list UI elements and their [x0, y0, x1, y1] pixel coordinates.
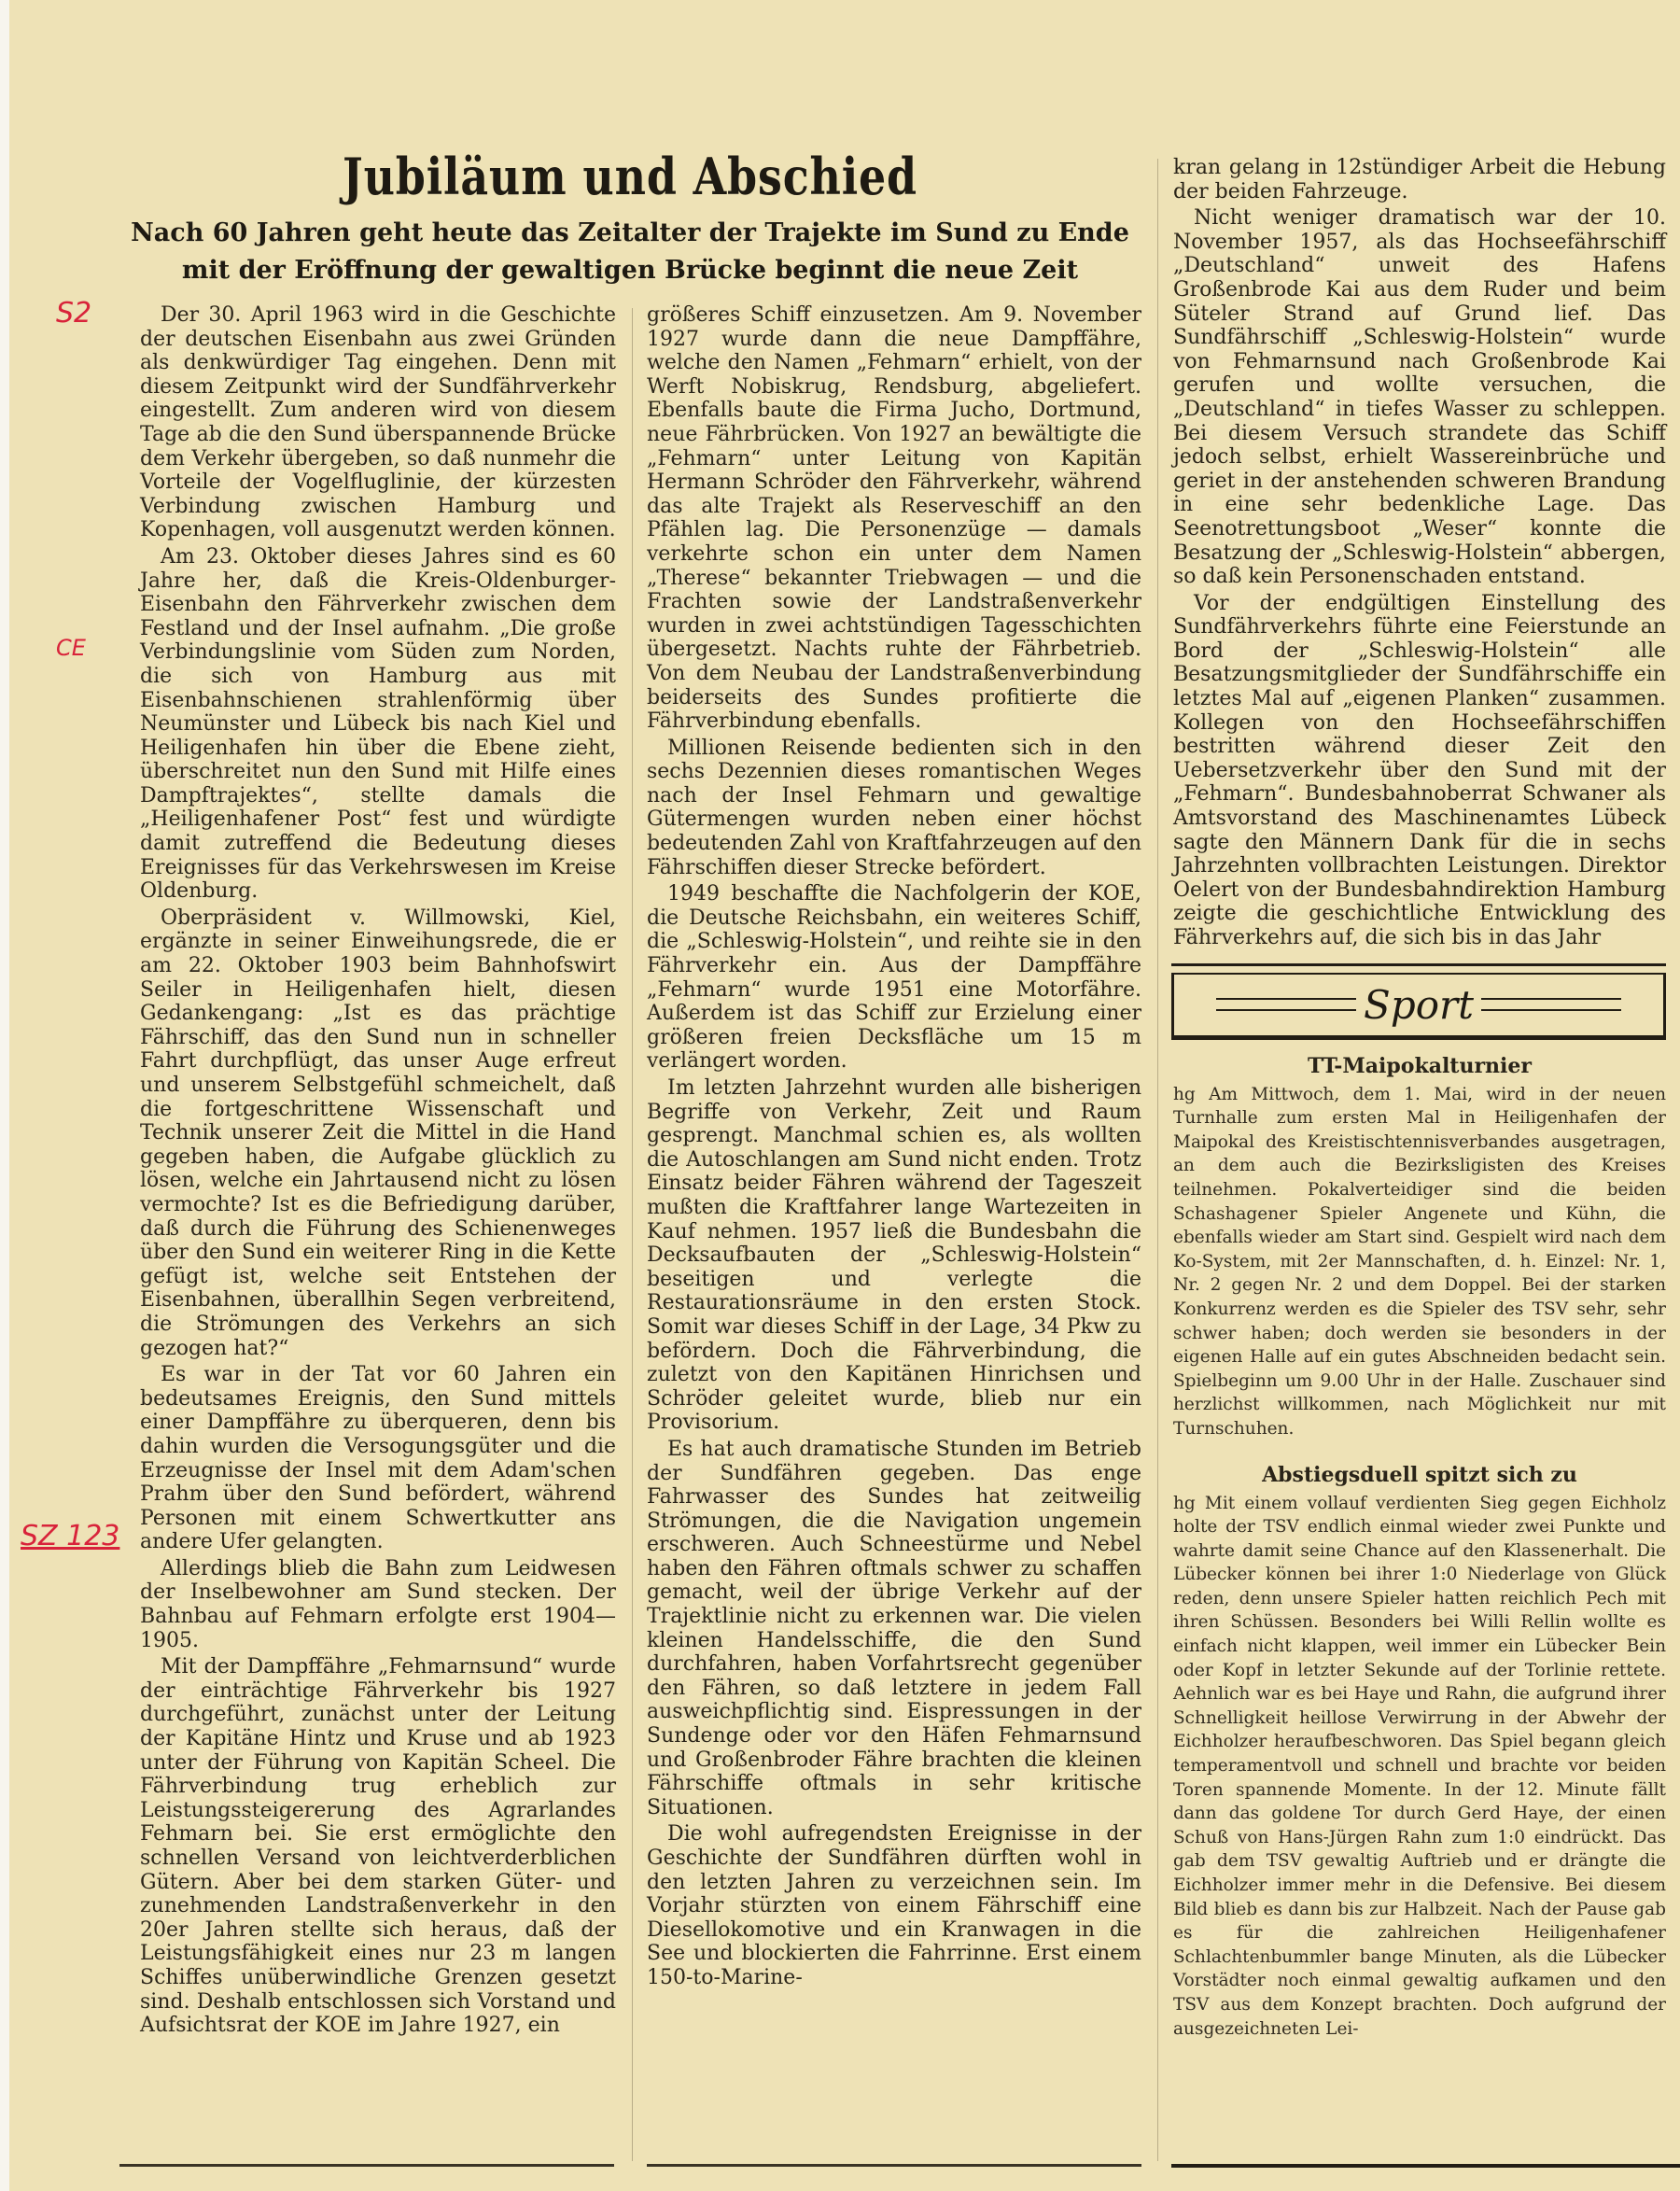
bottom-rule [119, 2164, 614, 2167]
paragraph: hg Mit einem vollauf verdienten Sieg gegen Eichholz holte der TSV endlich einmal wieder zwei Punkte und wahrte damit seine Chance auf den Klassenerhalt. Die Lübecker können bei ihrer 1:0 Niederlage von Glück reden, denn unsere Spieler hatten reichlich Pech mit ihren Schüssen. Besonders bei Willi Rellin wollte es einfach nicht klappen, weil immer ein Lübecker Bein oder Kopf in letzter Sekunde auf der Torlinie rettete. Aehnlich war es bei Haye und Rahn, die aufgrund ihrer Schnelligkeit heillose Verwirrung in der Abwehr der Eichholzer heraufbeschworen. Das Spiel begann gleich temperamentvoll und schnell und brachte vor beiden Toren spannende Momente. In der 12. Minute fällt dann das goldene Tor durch Gerd Haye, der einen Schuß von Hans-Jürgen Rahn zum 1:0 eindrückt. Das gab dem TSV gewaltig Auftrieb und er drängte die Eichholzer immer mehr in die Defensive. Bei diesem Bild blieb es dann bis zur Halbzeit. Nach der Pause gab es für die zahlreichen Heiligenhafener Schlachtenbummler bange Minuten, als die Lübecker Vorstädter noch einmal gewaltig aufkamen und den TSV aus dem Konzept brachten. Doch aufgrund der ausgezeichneten Lei- [1173, 1493, 1666, 2039]
headline: Jubiläum und Abschied [343, 147, 917, 206]
paragraph: Es hat auch dramatische Stunden im Betrieb der Sundfähren gegeben. Das enge Fahrwasser des Sundes hat zeitweilig Strömungen, die die Navigation ungemein erschweren. Auch Schneestürme und Nebel haben den Fähren oftmals schwer zu schaffen gemacht, weil der übrige Verkehr auf der Trajektlinie nicht zu erkennen war. Die vielen kleinen Handelsschiffe, die den Sund durchfahren, haben Vorfahrtsrecht gegenüber den Fähren, so daß letztere in jedem Fall ausweichpflichtig sind. Eispressungen in der Sundenge oder vor den Häfen Fehmarnsund und Großenbroder Fähre brachten die kleinen Fährschiffe oftmals in sehr kritische Situationen. [647, 1437, 1141, 1819]
scan-margin [0, 0, 9, 2191]
bottom-rule [1171, 2164, 1680, 2168]
paragraph: Der 30. April 1963 wird in die Geschichte der deutschen Eisenbahn aus zwei Gründen als denkwürdiger Tag eingehen. Denn mit diesem Zeitpunkt wird der Sundfährverkehr eingestellt. Zum anderen wird von diesem Tage ab die den Sund überspannende Brücke dem Verkehr übergeben, so daß nunmehr die Vorteile der Vogelfluglinie, der kürzesten Verbindung zwischen Hamburg und Kopenhagen, voll ausgenutzt werden können. [140, 303, 616, 542]
paragraph: Oberpräsident v. Willmowski, Kiel, ergänzte in seiner Einweihungsrede, die er am 22. Oktober 1903 beim Bahnhofswirt Seiler in Heiligenhafen hielt, diesen Gedankengang: „Ist es das prächtige Fährschiff, das den Sund nun in schneller Fahrt durchpflügt, das unser Auge erfreut und unserem Selbstgefühl schmeichelt, daß die fortgeschrittene Wissenschaft und Technik unserer Zeit die Mittel in die Hand gegeben haben, die Aufgabe glücklich zu lösen, welche ein Jahrtausend nicht zu lösen vermochte? Ist es die Befriedigung darüber, daß durch die Führung des Schienenweges über den Sund ein weiterer Ring in die Kette gefügt ist, welche seit Entstehen der Eisenbahnen, überallhin Segen verbreitend, die Strömungen des Verkehrs an sich gezogen hat?“ [140, 906, 616, 1360]
decorative-rule [1481, 998, 1621, 1011]
sport-section-banner [1171, 973, 1666, 1040]
paragraph: Es war in der Tat vor 60 Jahren ein bedeutsames Ereignis, den Sund mittels einer Dampffähre zu überqueren, denn bis dahin wurden die Versogungsgüter und die Erzeugnisse der Insel mit dem Adam'schen Prahm über den Sund befördert, während Personen mit einem Schwertkutter ans andere Ufer gelangten. [140, 1363, 616, 1554]
section-rule [1171, 963, 1666, 966]
paragraph: Die wohl aufregendsten Ereignisse in der Geschichte der Sundfähren dürften wohl in den letzten Jahren zu verzeichnen sein. Im Vorjahr stürzten von einem Fährschiff eine Diesellokomotive und ein Kranwagen in die See und blockierten die Fahrrinne. Erst einem 150-to-Marine- [647, 1822, 1141, 1989]
sport-section-label: Sport [1364, 981, 1474, 1028]
paragraph: Millionen Reisende bedienten sich in den sechs Dezennien dieses romantischen Weges nach der Insel Fehmarn und gewaltige Gütermengen wurden neben einer höchst bedeutenden Zahl von Kraftfahrzeugen auf den Fährschiffen dieser Strecke befördert. [647, 736, 1141, 879]
paragraph: größeres Schiff einzusetzen. Am 9. November 1927 wurde dann die neue Dampffähre, welche den Namen „Fehmarn“ erhielt, von der Werft Nobiskrug, Rendsburg, abgeliefert. Ebenfalls baute die Firma Jucho, Dortmund, neue Fährbrücken. Von 1927 an bewältigte die „Fehmarn“ unter Leitung von Kapitän Hermann Schröder den Fährverkehr, während das alte Trajekt als Reserveschiff an den Pfählen lag. Die Personenzüge — damals verkehrte schon ein unter dem Namen „Therese“ bekannter Triebwagen — und die Frachten sowie der Landstraßenverkehr wurden in zwei achtstündigen Tagesschichten übergesetzt. Nachts ruhte der Fährbetrieb. Von dem Neubau der Landstraßenverbindung beiderseits des Sundes profitierte die Fährverbindung ebenfalls. [647, 303, 1141, 734]
article-column-2 [647, 303, 1141, 1993]
article-column-1 [140, 303, 616, 2041]
article-column-3 [1173, 156, 1666, 950]
sport-article-heading: TT-Maipokalturnier [1307, 1053, 1532, 1078]
paragraph: Nicht weniger dramatisch war der 10. November 1957, als das Hochseefährschiff „Deutschland“ unweit des Hafens Großenbrode Kai aus dem Ruder und beim Süteler Strand auf Grund lief. Das Sundfährschiff „Schleswig-Holstein“ wurde von Fehmarnsund nach Großenbrode Kai gerufen und wollte versuchen, die „Deutschland“ in tiefes Wasser zu schleppen. Bei diesem Versuch strandete das Schiff jedoch selbst, erhielt Wassereinbrüche und geriet in der anstehenden schweren Brandung in eine sehr bedenkliche Lage. Das Seenotrettungsboot „Weser“ konnte die Besatzung der „Schleswig-Holstein“ abbergen, so daß kein Personenschaden entstand. [1173, 206, 1666, 589]
paragraph: hg Am Mittwoch, dem 1. Mai, wird in der neuen Turnhalle zum ersten Mal in Heiligenhafen der Maipokal des Kreistischtennisverbandes ausgetragen, an dem auch die Bezirksligisten des Kreises teilnehmen. Pokalverteidiger sind die beiden Schashagener Spieler Angenete und Kühn, die ebenfalls wieder am Start sind. Gespielt wird nach dem Ko-System, mit 2er Mannschaften, d. h. Einzel: Nr. 1, Nr. 2 gegen Nr. 2 und dem Doppel. Bei der starken Konkurrenz werden es die Spieler des TSV sehr, sehr schwer haben; doch werden sie besonders in der eigenen Halle auf ein gutes Abschneiden bedacht sein. Spielbeginn um 9.00 Uhr in der Halle. Zuschauer sind herzlichst willkommen, nach Möglichkeit nur mit Turnschuhen. [1173, 1084, 1666, 1439]
subheadline [119, 215, 1141, 289]
handwritten-annotation: S2 [56, 297, 92, 330]
column-divider [632, 308, 633, 2161]
paragraph: Allerdings blieb die Bahn zum Leidwesen der Inselbewohner am Sund stecken. Der Bahnbau auf Fehmarn erfolgte erst 1904—1905. [140, 1556, 616, 1652]
sport-article-body [1173, 1083, 1666, 1441]
paragraph: kran gelang in 12stündiger Arbeit die Hebung der beiden Fahrzeuge. [1173, 156, 1666, 204]
decorative-rule [1216, 998, 1356, 1011]
right-column [1173, 156, 1666, 2041]
paragraph: Am 23. Oktober dieses Jahres sind es 60 Jahre her, daß die Kreis-Oldenburger-Eisenbahn den Fährverkehr zwischen dem Festland und der Insel aufnahm. „Die große Verbindungslinie vom Süden zum Norden, die sich von Hamburg aus mit Eisenbahnschienen strahlenförmig über Neumünster und Lübeck bis nach Kiel und Heiligenhafen hin über die Ebene zieht, überschreitet nun den Sund mit Hilfe eines Dampftrajektes“, stellte damals die „Heiligenhafener Post“ fest und würdigte damit zutreffend die Bedeutung dieses Ereignisses für das Verkehrswesen im Kreise Oldenburg. [140, 544, 616, 904]
column-divider [1157, 159, 1158, 2161]
subheadline-line-2: mit der Eröffnung der gewaltigen Brücke beginnt die neue Zeit [181, 256, 1079, 285]
handwritten-annotation: SZ 123 [21, 1520, 120, 1552]
handwritten-annotation: CE [56, 635, 86, 661]
sport-article-heading: Abstiegsduell spitzt sich zu [1262, 1462, 1577, 1487]
paragraph: Vor der endgültigen Einstellung des Sundfährverkehrs führte eine Feierstunde an Bord der „Schleswig-Holstein“ alle Besatzungsmitglieder der Sundfährschiffe ein letztes Mal auf „eigenen Planken“ zusammen. Kollegen von den Hochseefährschiffen bestritten während dieser Zeit den Uebersetzverkehr über den Sund mit der „Fehmarn“. Bundesbahnoberrat Schwaner als Amtsvorstand des Maschinenamtes Lübeck sagte den Männern Dank für die in sechs Jahrzehnten vollbrachten Leistungen. Direktor Oelert von der Bundesbahndirektion Hamburg zeigte die geschichtliche Entwicklung des Fährverkehrs auf, die sich bis in das Jahr [1173, 591, 1666, 949]
paragraph: Mit der Dampffähre „Fehmarnsund“ wurde der einträchtige Fährverkehr bis 1927 durchgeführt, zunächst unter der Leitung der Kapitäne Hintz und Kruse und ab 1923 unter der Führung von Kapitän Scheel. Die Fährverbindung trug erheblich zur Leistungssteigererung des Agrarlandes Fehmarn bei. Sie erst ermöglichte den schnellen Versand von leichtverderblichen Gütern. Aber bei dem starken Güter- und zunehmenden Landstraßenverkehr in den 20er Jahren stellte sich heraus, daß der Leistungsfähigkeit eines nur 23 m langen Schiffes unüberwindliche Grenzen gesetzt sind. Deshalb entschlossen sich Vorstand und Aufsichtsrat der KOE im Jahre 1927, ein [140, 1655, 616, 2038]
paragraph: 1949 beschaffte die Nachfolgerin der KOE, die Deutsche Reichsbahn, ein weiteres Schiff, die „Schleswig-Holstein“, und reihte sie in den Fährverkehr ein. Aus der Dampffähre „Fehmarn“ wurde 1951 eine Motorfähre. Außerdem ist das Schiff zur Erzielung einer größeren freien Decksfläche um 15 m verlängert worden. [647, 882, 1141, 1074]
subheadline-line-1: Nach 60 Jahren geht heute das Zeitalter der Trajekte im Sund zu Ende [131, 218, 1129, 247]
bottom-rule [647, 2164, 1141, 2167]
sport-article-body [1173, 1492, 1666, 2042]
paragraph: Im letzten Jahrzehnt wurden alle bisherigen Begriffe von Verkehr, Zeit und Raum gesprengt. Manchmal schien es, als wollten die Autoschlangen am Sund nicht enden. Trotz Einsatz beider Fähren während der Tageszeit mußten die Kraftfahrer lange Wartezeiten in Kauf nehmen. 1957 ließ die Bundesbahn die Decksaufbauten der „Schleswig-Holstein“ beseitigen und verlegte die Restaurationsräume in den ersten Stock. Somit war dieses Schiff in der Lage, 34 Pkw zu befördern. Doch die Fährverbindung, die zuletzt von den Kapitänen Hinrichsen und Schröder geleitet wurde, blieb nur ein Provisorium. [647, 1076, 1141, 1435]
